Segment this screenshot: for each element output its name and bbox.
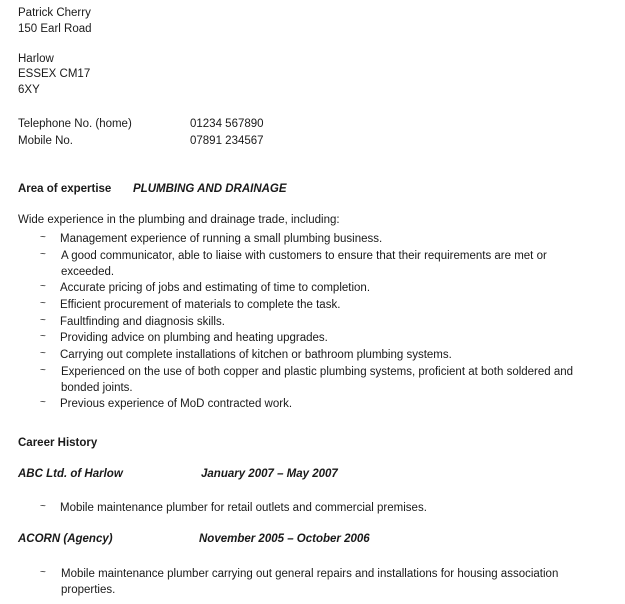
job-employer: ABC Ltd. of Harlow: [18, 468, 123, 480]
contact-county: ESSEX CM17: [18, 68, 91, 80]
job-dates: January 2007 – May 2007: [201, 468, 338, 480]
bullet-tilde: ~: [40, 331, 46, 342]
bullet-text: Faultfinding and diagnosis skills.: [60, 316, 225, 328]
job-dates: November 2005 – October 2006: [199, 533, 370, 545]
expertise-value: PLUMBING AND DRAINAGE: [133, 183, 287, 195]
bullet-text: Accurate pricing of jobs and estimating of time to completion.: [60, 282, 371, 294]
bullet-tilde: ~: [40, 232, 46, 243]
bullet-text: A good communicator, able to liaise with customers to ensure that their requirements are met or exceeded.: [61, 250, 547, 278]
contact-town: Harlow: [18, 53, 54, 65]
contact-name: Patrick Cherry: [18, 7, 91, 19]
expertise-intro: Wide experience in the plumbing and drainage trade, including:: [18, 214, 340, 226]
career-heading: Career History: [18, 437, 98, 449]
contact-street: 150 Earl Road: [18, 23, 92, 35]
job-employer: ACORN (Agency): [18, 533, 113, 545]
bullet-tilde: ~: [40, 397, 46, 408]
contact-postcode: 6XY: [18, 84, 40, 96]
bullet-text: Efficient procurement of materials to complete the task.: [60, 299, 341, 311]
bullet-text: Carrying out complete installations of kitchen or bathroom plumbing systems.: [60, 349, 452, 361]
bullet-text: Mobile maintenance plumber carrying out general repairs and installations for housing association properties.: [61, 568, 559, 596]
mobile-label: Mobile No.: [18, 135, 73, 147]
bullet-text: Mobile maintenance plumber for retail outlets and commercial premises.: [60, 502, 427, 514]
bullet-tilde: ~: [40, 298, 46, 309]
bullet-tilde: ~: [40, 567, 46, 578]
bullet-tilde: ~: [40, 249, 46, 260]
bullet-text: Previous experience of MoD contracted work.: [60, 398, 293, 410]
mobile-value: 07891 234567: [190, 135, 264, 147]
bullet-tilde: ~: [40, 281, 46, 292]
bullet-text: Management experience of running a small plumbing business.: [60, 233, 383, 245]
phone-home-value: 01234 567890: [190, 118, 264, 130]
bullet-text: Providing advice on plumbing and heating upgrades.: [60, 332, 328, 344]
bullet-tilde: ~: [40, 501, 46, 512]
expertise-label: Area of expertise: [18, 183, 112, 195]
bullet-text: Experienced on the use of both copper and plastic plumbing systems, proficient at both soldered and bonded joints.: [61, 366, 574, 394]
bullet-tilde: ~: [40, 365, 46, 376]
phone-home-label: Telephone No. (home): [18, 118, 132, 130]
bullet-tilde: ~: [40, 348, 46, 359]
bullet-tilde: ~: [40, 315, 46, 326]
